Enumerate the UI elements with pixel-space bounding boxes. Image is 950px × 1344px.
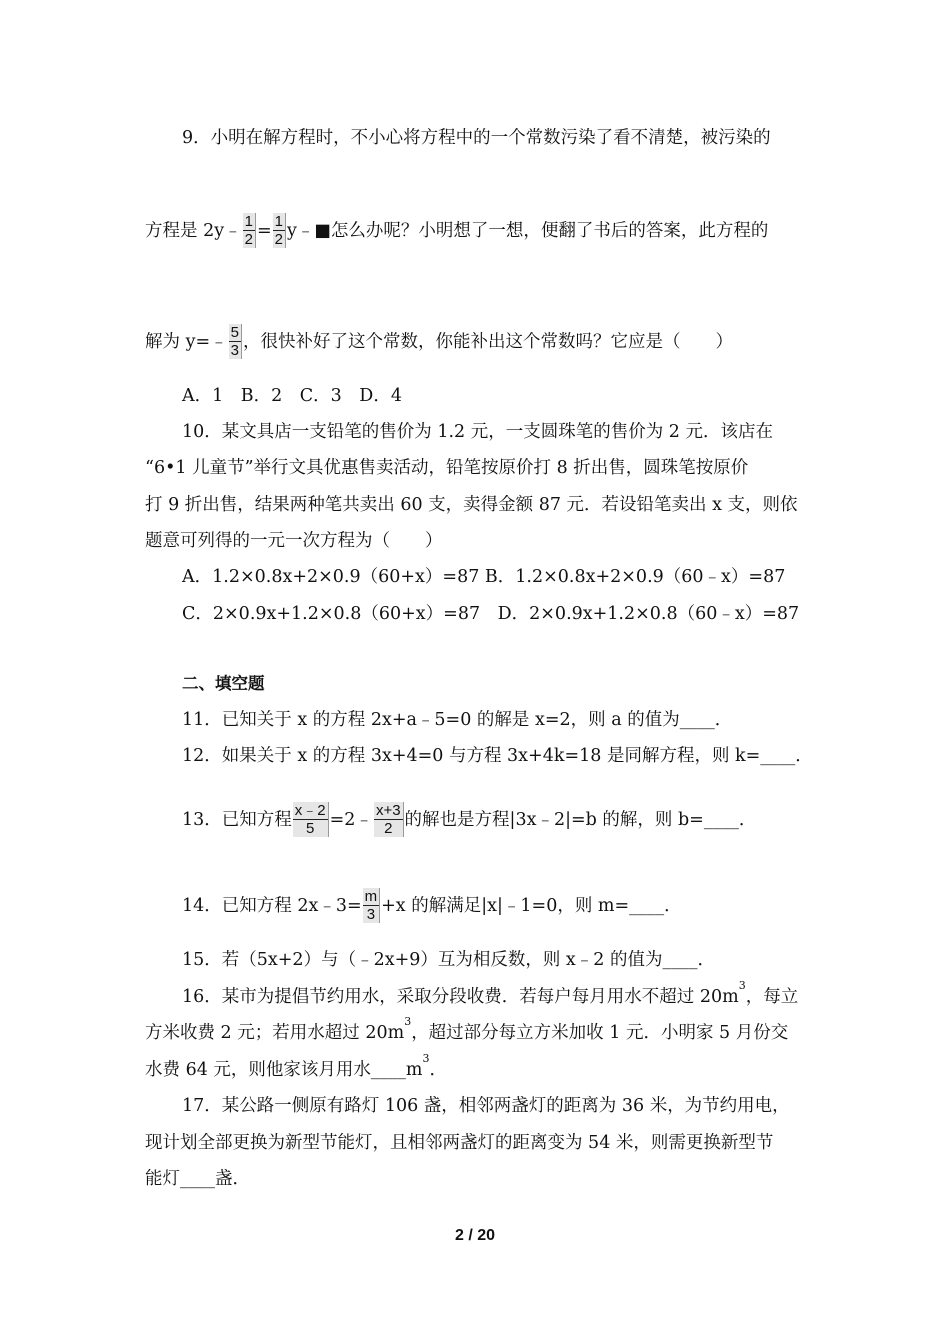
- q13-text-c: 的解也是方程|3x﹣2|=b 的解，则 b=____．: [404, 810, 757, 830]
- q9-options: A．1 B．2 C．3 D．4: [182, 386, 402, 406]
- q10-line1: 10．某文具店一支铅笔的售价为 1.2 元，一支圆珠笔的售价为 2 元．该店在: [182, 422, 773, 442]
- q10-line3: 打 9 折出售，结果两种笔共卖出 60 支，卖得金额 87 元．若设铅笔卖出 x 支，则依: [145, 495, 798, 515]
- q9-line2: [145, 214, 768, 249]
- q16-line2-text-a: 方米收费 2 元；若用水超过 20m: [145, 1023, 405, 1043]
- q13-text-b: =2﹣: [329, 810, 373, 830]
- q14-text-b: +x 的解满足|x|﹣1=0，则 m=____．: [381, 896, 682, 916]
- q16-line3-text-a: 水费 64 元，则他家该月用水____m: [145, 1060, 423, 1080]
- q9-line2-text-c: y﹣■怎么办呢？小明想了一想，便翻了书后的答案，此方程的: [286, 221, 769, 241]
- q16-line2-text-b: ，超过部分每立方米加收 1 元．小明家 5 月份交: [411, 1023, 789, 1043]
- q14: [182, 889, 682, 924]
- superscript-3: 3: [404, 1015, 412, 1029]
- q16-line2: [145, 1015, 789, 1044]
- q14-text-a: 14．已知方程 2x﹣3=: [182, 896, 362, 916]
- fraction-one-half: $\frac{1}{2}$: [243, 213, 256, 248]
- q12: 12．如果关于 x 的方程 3x+4=0 与方程 3x+4k=18 是同解方程，则 k=____．: [182, 746, 813, 766]
- q10-line2: “6•1 儿童节”举行文具优惠售卖活动，铅笔按原价打 8 折出售，圆珠笔按原价: [145, 458, 749, 478]
- q13: [182, 803, 756, 838]
- fraction-x-plus-3-over-2: $\frac{x+3}{2}$: [374, 802, 404, 837]
- q10-line4: 题意可列得的一元一次方程为（ ）: [145, 531, 443, 551]
- q9-line2-text-a: 方程是 2y﹣: [145, 221, 242, 241]
- q16-line1-text-a: 16．某市为提倡节约用水，采取分段收费．若每户每月用水不超过 20m: [182, 987, 739, 1007]
- fraction-m-over-3: $\frac{m}{3}$: [363, 888, 381, 923]
- q16-line1-text-b: ，每立: [745, 987, 799, 1007]
- q9-line3: [145, 325, 733, 360]
- q9-line3-text-a: 解为 y=﹣: [145, 332, 228, 352]
- q9-line3-text-b: ，很快补好了这个常数，你能补出这个常数吗？它应是（ ）: [242, 332, 733, 352]
- q16-line3-text-b: ．: [429, 1060, 447, 1080]
- q11: 11．已知关于 x 的方程 2x+a﹣5=0 的解是 x=2，则 a 的值为____．: [182, 710, 733, 730]
- q10-options-ab: A．1.2×0.8x+2×0.9（60+x）=87 B．1.2×0.8x+2×0.9（60﹣x）=87: [182, 567, 786, 587]
- page-number: 2 / 20: [454, 1227, 496, 1244]
- superscript-3: 3: [738, 979, 746, 993]
- fraction-five-thirds: $\frac{5}{3}$: [229, 324, 242, 359]
- fraction-x-minus-2-over-5: $\frac{x﹣2}{5}$: [293, 802, 329, 837]
- section-heading-fill-in: 二、填空题: [182, 674, 265, 693]
- q10-options-cd: C．2×0.9x+1.2×0.8（60+x）=87 D．2×0.9x+1.2×0.8（60﹣x）=87: [182, 604, 800, 624]
- q16-line1: [182, 979, 799, 1008]
- q17-line1: 17．某公路一侧原有路灯 106 盏，相邻两盏灯的距离为 36 米，为节约用电，: [182, 1096, 790, 1116]
- q16-line3: [145, 1052, 447, 1081]
- q15: 15．若（5x+2）与（﹣2x+9）互为相反数，则 x﹣2 的值为____．: [182, 950, 715, 970]
- q9-line1: 9．小明在解方程时，不小心将方程中的一个常数污染了看不清楚，被污染的: [182, 128, 771, 148]
- q13-text-a: 13．已知方程: [182, 810, 292, 830]
- fraction-one-half: $\frac{1}{2}$: [273, 213, 286, 248]
- q17-line2: 现计划全部更换为新型节能灯，且相邻两盏灯的距离变为 54 米，则需更换新型节: [145, 1133, 774, 1153]
- q17-line3: 能灯____盏．: [145, 1169, 250, 1189]
- superscript-3: 3: [422, 1052, 430, 1066]
- q9-line2-text-b: =: [256, 221, 272, 241]
